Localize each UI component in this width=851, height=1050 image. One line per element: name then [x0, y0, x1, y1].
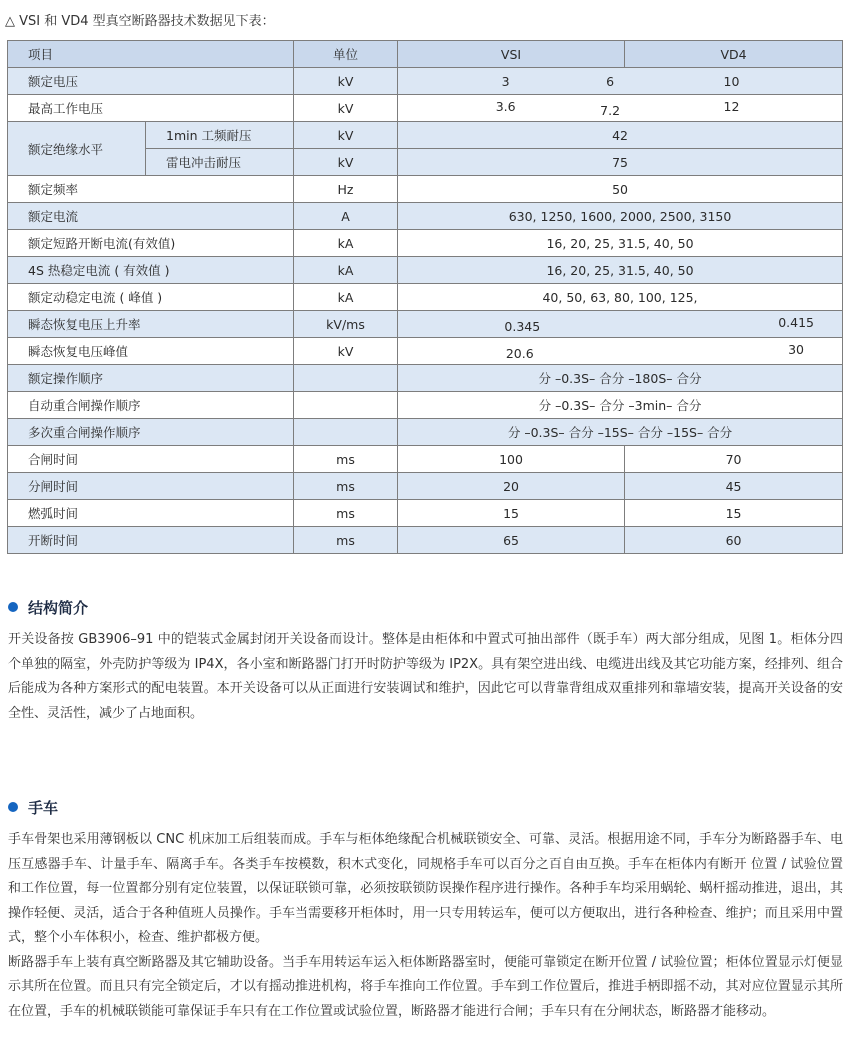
row-unit: kA — [294, 230, 398, 257]
table-row — [8, 392, 843, 419]
value-vsi: 100 — [398, 446, 625, 473]
row-item: 额定频率 — [8, 176, 294, 203]
header-vd4: VD4 — [625, 41, 843, 68]
section-title-text: 结构简介 — [28, 599, 89, 617]
row-value: 42 — [398, 122, 843, 149]
truck-paragraphs — [8, 828, 843, 1024]
row-value — [398, 338, 843, 365]
row-unit: kV — [294, 68, 398, 95]
row-unit: ms — [294, 527, 398, 554]
table-row — [8, 176, 843, 203]
value-vsi: 0.345 — [504, 318, 541, 334]
row-item: 最高工作电压 — [8, 95, 294, 122]
row-item: 合闸时间 — [8, 446, 294, 473]
table-row — [8, 527, 843, 554]
paragraph-text: 开关设备按 GB3906–91 中的铠装式金属封闭开关设备而设计。整体是由柜体和中置式可抽出部件（既手车）两大部分组成，见图 1。柜体分四个单独的隔室，外壳防护等级为 IP4X，各小室和断路器门打开时防护等级为 IP2X。具有架空进出线、电缆进出线及其它功能方案，经排列、组合后能成为各种方案形式的配电装置。本开关设备可以从正面进行安装调试和维护，因此它可以背靠背组成双重排列和靠墙安装，提高开关设备的安全性、灵活性，减少了占地面积。 — [8, 632, 843, 721]
row-unit: kV — [294, 338, 398, 365]
value-vsi: 65 — [398, 527, 625, 554]
value-vd4: 15 — [625, 500, 843, 527]
value-vd4: 0.415 — [778, 314, 815, 330]
value-vsi-2: 6 — [606, 73, 615, 89]
value-vd4: 12 — [723, 98, 740, 114]
row-item: 额定电流 — [8, 203, 294, 230]
table-row — [8, 95, 843, 122]
bullet-dot-icon — [8, 802, 18, 812]
table-caption: △ VSI 和 VD4 型真空断路器技术数据见下表： — [5, 14, 275, 29]
table-row — [8, 122, 843, 149]
section-title-structure — [8, 597, 88, 618]
row-unit: kV — [294, 122, 398, 149]
row-sub-item: 1min 工频耐压 — [146, 122, 294, 149]
row-value: 分 –0.3S– 合分 –3min– 合分 — [398, 392, 843, 419]
row-value — [398, 311, 843, 338]
row-value — [398, 95, 843, 122]
table-row — [8, 419, 843, 446]
table-row — [8, 365, 843, 392]
row-value: 50 — [398, 176, 843, 203]
value-vd4: 60 — [625, 527, 843, 554]
row-value: 40, 50, 63, 80, 100, 125, — [398, 284, 843, 311]
section-title-text: 手车 — [28, 799, 59, 817]
row-value: 16, 20, 25, 31.5, 40, 50 — [398, 257, 843, 284]
table-row — [8, 500, 843, 527]
row-unit: kV — [294, 149, 398, 176]
row-item: 多次重合闸操作顺序 — [8, 419, 294, 446]
value-vsi-1: 3 — [501, 73, 510, 89]
bullet-dot-icon — [8, 602, 18, 612]
header-unit: 单位 — [294, 41, 398, 68]
row-item: 额定电压 — [8, 68, 294, 95]
row-item: 瞬态恢复电压峰值 — [8, 338, 294, 365]
row-unit: ms — [294, 446, 398, 473]
table-row — [8, 257, 843, 284]
header-vsi: VSI — [398, 41, 625, 68]
row-item: 分闸时间 — [8, 473, 294, 500]
value-vsi-1: 3.6 — [495, 98, 516, 114]
paragraph-text: 手车骨架也采用薄钢板以 CNC 机床加工后组装而成。手车与柜体绝缘配合机械联锁安全、可靠、灵活。根据用途不同，手车分为断路器手车、电压互感器手车、计量手车、隔离手车。各类手车按模数，积木式变化，同规格手车可以百分之百自由互换。手车在柜体内有断开 位置 / 试验位置和工作位置，每一位置都分别有定位装置，以保证联锁可靠，必须按联锁防误操作程序进行操作。各种手车均采用蜗轮、蜗杆摇动推进，退出，其操作轻便、灵活，适合于各种值班人员操作。手车当需要移开柜体时，用一只专用转运车，便可以方便取出，进行各种检查、维护；而且采用中置式，整个小车体积小，检查、维护都极方便。 — [8, 832, 843, 945]
row-unit — [294, 392, 398, 419]
row-unit: kA — [294, 284, 398, 311]
row-unit — [294, 365, 398, 392]
row-value: 75 — [398, 149, 843, 176]
value-vd4: 45 — [625, 473, 843, 500]
paragraph-text: 断路器手车上装有真空断路器及其它辅助设备。当手车用转运车运入柜体断路器室时，便能可靠锁定在断开位置 / 试验位置；柜体位置显示灯便显示其所在位置。而且只有完全锁定后，才以有摇动推进机构，将手车推向工作位置。手车到工作位置后，推进手柄即摇不动，其对应位置显示其所在位置，手车的机械联锁能可靠保证手车只有在工作位置或试验位置，断路器才能进行合闸；手车只有在分闸状态，断路器才能移动。 — [8, 954, 843, 1019]
table-row — [8, 68, 843, 95]
row-unit — [294, 419, 398, 446]
row-item: 额定操作顺序 — [8, 365, 294, 392]
table-row — [8, 203, 843, 230]
row-item: 开断时间 — [8, 527, 294, 554]
section-title-truck — [8, 797, 58, 818]
value-vsi: 20.6 — [505, 345, 534, 361]
row-unit: Hz — [294, 176, 398, 203]
row-item: 瞬态恢复电压上升率 — [8, 311, 294, 338]
row-group-label: 额定绝缘水平 — [8, 122, 146, 176]
structure-paragraph — [8, 628, 843, 726]
value-vsi-2: 7.2 — [600, 102, 621, 118]
table-row — [8, 311, 843, 338]
header-item: 项目 — [8, 41, 294, 68]
row-item: 自动重合闸操作顺序 — [8, 392, 294, 419]
row-value: 630, 1250, 1600, 2000, 2500, 3150 — [398, 203, 843, 230]
table-row — [8, 473, 843, 500]
row-unit: kV — [294, 95, 398, 122]
row-item: 额定短路开断电流(有效值) — [8, 230, 294, 257]
row-value: 16, 20, 25, 31.5, 40, 50 — [398, 230, 843, 257]
row-item: 4S 热稳定电流 ( 有效值 ) — [8, 257, 294, 284]
table-header-row — [8, 41, 843, 68]
row-item: 燃弧时间 — [8, 500, 294, 527]
value-vsi: 15 — [398, 500, 625, 527]
row-item: 额定动稳定电流 ( 峰值 ) — [8, 284, 294, 311]
row-value: 分 –0.3S– 合分 –15S– 合分 –15S– 合分 — [398, 419, 843, 446]
spec-table — [7, 40, 843, 554]
row-unit: kA — [294, 257, 398, 284]
table-row — [8, 284, 843, 311]
table-row — [8, 338, 843, 365]
row-unit: A — [294, 203, 398, 230]
row-value — [398, 68, 843, 95]
row-unit: kV/ms — [294, 311, 398, 338]
table-row — [8, 446, 843, 473]
row-unit: ms — [294, 473, 398, 500]
row-value: 分 –0.3S– 合分 –180S– 合分 — [398, 365, 843, 392]
row-unit: ms — [294, 500, 398, 527]
value-vd4: 30 — [788, 341, 805, 357]
row-sub-item: 雷电冲击耐压 — [146, 149, 294, 176]
table-row — [8, 230, 843, 257]
value-vd4: 70 — [625, 446, 843, 473]
value-vsi: 20 — [398, 473, 625, 500]
value-vd4: 10 — [723, 73, 740, 89]
